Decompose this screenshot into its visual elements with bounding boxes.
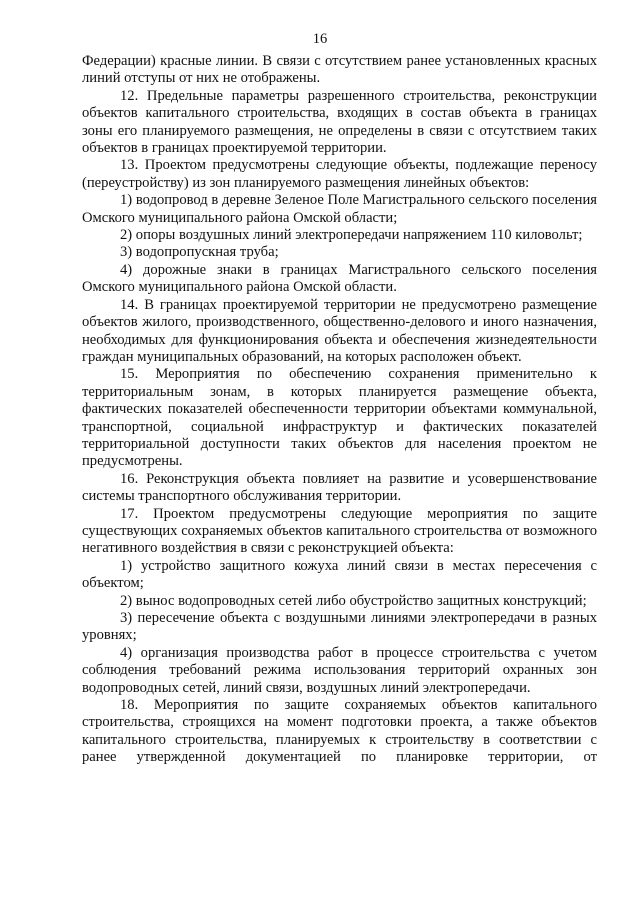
list-item-17-4: 4) организация производства работ в процессе строительства с учетом соблюдения требований режима использования территорий охранных зон водопроводных сетей, линий связи, воздушных линий электропередачи. [82,644,597,696]
list-item-13-4: 4) дорожные знаки в границах Магистрального сельского поселения Омского муниципального района Омской области. [82,261,597,296]
paragraph-item-12: 12. Предельные параметры разрешенного строительства, реконструкции объектов капитального строительства, входящих в состав объекта в границах зоны его планируемого размещения, не определены в связи с отсутствием таких объектов в границах проектируемой территории. [82,87,597,157]
paragraph-item-16: 16. Реконструкция объекта повлияет на развитие и усовершенствование системы транспортного обслуживания территории. [82,470,597,505]
list-item-13-3: 3) водопропускная труба; [120,244,279,261]
list-item-17-2: 2) вынос водопроводных сетей либо обустройство защитных конструкций; [120,592,587,609]
paragraph-item-18: 18. Мероприятия по защите сохраняемых объектов капитального строительства, строящихся на момент подготовки проекта, а также объектов капитального строительства, планируемых к строительству в соответствии с ранее утвержденной документацией по планировке территории, от [82,697,597,766]
paragraph-continuation: Федерации) красные линии. В связи с отсутствием ранее установленных красных линий отступы от них не отображены. [82,53,597,87]
paragraph-item-13: 13. Проектом предусмотрены следующие объекты, подлежащие переносу (переустройству) из зон планируемого размещения линейных объектов: [82,157,597,191]
list-item-17-3: 3) пересечение объекта с воздушными линиями электропередачи в разных уровнях; [82,610,597,644]
document-body [82,53,597,767]
list-item-13-1: 1) водопровод в деревне Зеленое Поле Магистрального сельского поселения Омского муниципального района Омской области; [82,192,597,226]
page-number: 16 [312,31,328,47]
list-item-17-1: 1) устройство защитного кожуха линий связи в местах пересечения с объектом; [82,557,597,592]
paragraph-item-14: 14. В границах проектируемой территории не предусмотрено размещение объектов жилого, производственного, общественно-делового и иного назначения, необходимых для функционирования объекта и обеспечения жизнедеятельности граждан муниципальных образований, на которых расположен объект. [82,296,597,365]
paragraph-item-15: 15. Мероприятия по обеспечению сохранения применительно к территориальным зонам, в которых планируется размещение объекта, фактических показателей обеспеченности территории объектами коммунальной, транспортной, социальной инфраструктур и фактических показателей территориальной доступности таких объектов для населения проектом не предусмотрены. [82,366,597,470]
list-item-13-2: 2) опоры воздушных линий электропередачи напряжением 110 киловольт; [120,227,583,244]
paragraph-item-17: 17. Проектом предусмотрены следующие мероприятия по защите существующих сохраняемых объектов капитального строительства от возможного негативного воздействия в связи с реконструкцией объекта: [82,505,597,557]
